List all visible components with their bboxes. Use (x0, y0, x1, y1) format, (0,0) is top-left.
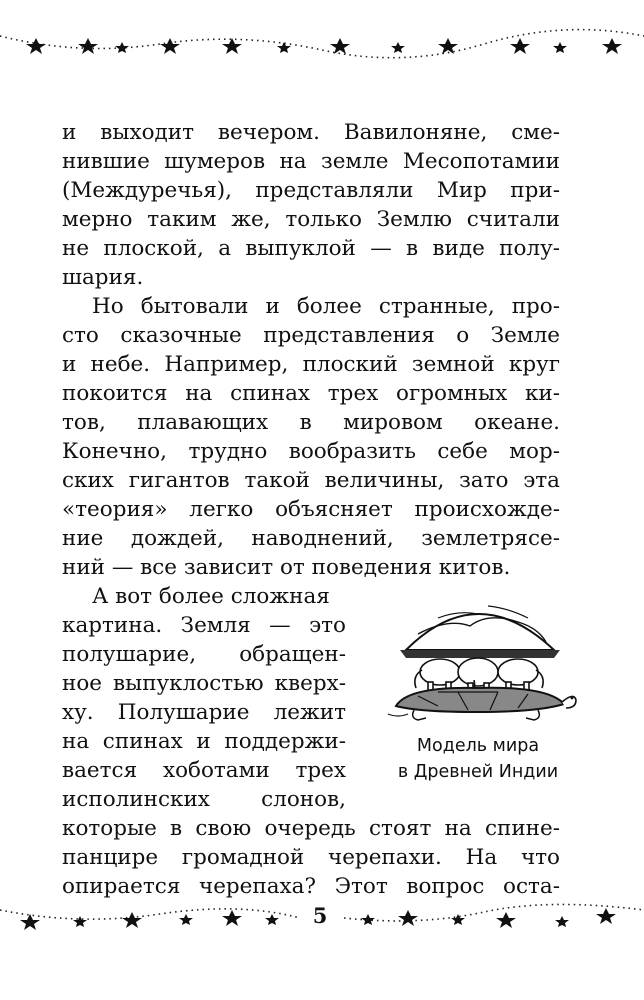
text-line: полушарие, обращен- (62, 642, 346, 667)
text-line: ние дождей, наводнений, землетрясе- (62, 526, 560, 551)
star-border-icon (0, 22, 644, 66)
figure-caption-line2: в Древней Индии (397, 762, 559, 782)
text-line: ских гигантов такой величины, зато эта (62, 468, 560, 493)
text-line: и небе. Например, плоский земной круг (62, 352, 560, 377)
text-line: Но бытовали и более странные, про- (92, 294, 560, 319)
text-line: «теория» легко объясняет происхожде- (62, 497, 560, 522)
text-line: которые в свою очередь стоят на спине- (62, 816, 560, 841)
text-line: картина. Земля — это (62, 613, 346, 638)
text-line: сто сказочные представления о Земле (62, 323, 560, 348)
text-line: панцире громадной черепахи. На что (62, 845, 560, 870)
turtle-elephants-icon (378, 588, 578, 728)
text-line: исполинских слонов, (62, 787, 346, 812)
text-line: шария. (62, 265, 144, 290)
text-line: ний — все зависит от поведения китов. (62, 555, 511, 580)
text-line: покоится на спинах трех огромных ки- (62, 381, 560, 406)
figure-caption-line1: Модель мира (416, 736, 540, 756)
text-line: Конечно, трудно вообразить себе мор- (62, 439, 560, 464)
text-line: вается хоботами трех (62, 758, 346, 783)
page-number: 5 (312, 903, 328, 928)
text-line: А вот более сложная (92, 584, 330, 609)
text-line: на спинах и поддержи- (62, 729, 346, 754)
text-line: ное выпуклостью кверх- (62, 671, 346, 696)
text-line: (Междуречья), представляли Мир при- (62, 178, 560, 203)
text-line: мерно таким же, только Землю считали (62, 207, 560, 232)
text-line: тов, плавающих в мировом океане. (62, 410, 560, 435)
top-star-border (0, 22, 644, 66)
text-line: и выходит вечером. Вавилоняне, сме- (62, 120, 560, 145)
text-line: нившие шумеров на земле Месопотамии (62, 149, 560, 174)
text-line: ху. Полушарие лежит (62, 700, 346, 725)
text-line: не плоской, а выпуклой — в виде полу- (62, 236, 560, 261)
text-line: опирается черепаха? Этот вопрос оста- (62, 874, 560, 899)
